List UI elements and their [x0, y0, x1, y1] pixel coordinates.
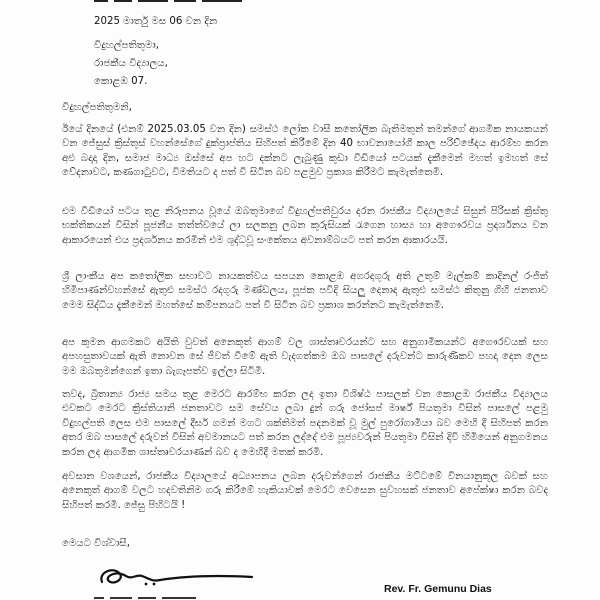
- paragraph-1: ඊයේ දිනයේ (එනම් 2025.03.05 වන දින) සමස්ථ ලෝක වාසී කතෝලික බැතිමතුන් තමන්ගේ ආගමික නායකයන් වන ජේසුස් ක්‍රිස්තුස් වහන්සේගේ දුක්ප්‍රාප්තිය සිහිපත් කිරීමේ දින 40 භාවනායෝගී කාල පරිච්ඡේදය ආරම්භ කරන අළු බදාදා දින, සමාජ මාධ්‍ය ඔස්සේ අප හට දක්නට ලැබුණු කුඩා වීඩියෝ පටයක් දැකීමෙන් මහත් ඉමහත් සේ වේදනාවට, කණගාටුවට, විමතියට ද පත් වී සිටින බව පළමුව ප්‍රකාශ කිරීමට කැමැත්තෙමි.: [62, 124, 548, 179]
- letter-date: 2025 මාර්තු මස 06 වන දින: [94, 16, 218, 27]
- recipient-school: රාජකීය විද්‍යාලය,: [94, 58, 168, 69]
- sender-name: Rev. Fr. Gemunu Dias: [384, 583, 492, 595]
- recipient-city: කොළඹ 07.: [94, 76, 148, 87]
- paragraph-3: ශ්‍රී ලාංකීය අප කතෝලික සභාවට නායකත්වය සපයන කොළඹ අගරදගුරු අති උතුම් මැල්කම් කාදිනල් රංජිත් හිමිපාණන්වහන්සේ ඇතුළු සමස්ථ රදගුරු මණ්ඩලය, පූජක පවිදි සියලු දෙනාද ඇතුළු සමස්ථ කිතුනු ගිහි ජනතාව මෙම සිද්ධිය දැකීමෙන් මහත්සේ කම්පනයට පත් වී සිටින බව ප්‍රකාශ කරන්නට කැමැත්තෙමි.: [62, 271, 548, 311]
- recipient-title: විදුහල්පතිතුමා,: [94, 40, 159, 51]
- handwritten-signature: [96, 560, 256, 590]
- cropped-footer-fragment: [94, 594, 214, 600]
- paragraph-2: එම වීඩියෝ පටය තුළ නිරූපනය වූයේ ඔබතුමාගේ විදුහල්පතිවුරය දරන රාජකීය විද්‍යාලයේ සිසුන් පිරිසක් ක්‍රිස්තු භක්තිකයන් විසින් පූජනීය තත්ත්වයේ ලා සලකනු ලබන කුරුසියක් රැගෙන හාස්‍ය හා අගෞරවය ප්‍රදර්ශනය වන ආකාරයෙන් එය ප්‍රදර්ශනය කරමින් එම ශුද්ධවූ සංකේතය අවනාම්බයට පත් කරන ආකාරයයි.: [62, 206, 548, 246]
- cropped-header-fragment: [94, 0, 244, 3]
- paragraph-4: අප කුමන ආගමකට අයිති වුවත් අනෙකුත් ආගම් වල ශාස්තෘවරයන්ට සහ අනුගාමිකයන්ට අගෞරවයක් සහ අපහසුතාවයක් ඇති නොවන සේ ජීවත් වීමේ ඇති වැදගත්කම ඔබ පාසලේ දරුවන්ට කාරුණිකව පහදා දෙන ලෙස මම ඔබතුමන්ගෙන් ඉතා බැගෑපත්ව ඉල්ලා සිටිමි.: [62, 337, 548, 377]
- paragraph-6: අවසාන වශයෙන්, රාජකීය විද්‍යාලයේ අධ්‍යාපනය ලබන දරුවන්ගෙන් රාජකීය මට්ටමේ විනයානුකූල බවක් සහ අනෙකුත් ආගම් වලට හදවතිනිම ගරු කිරීමේ හැකියාවක් මෙරට වෙසෙන සුවහසක් ජනතාව අපේක්ෂා කරන බවද සිහිපත් කරමි. ජේසු පිහිටයි !: [62, 471, 548, 511]
- salutation: විදුහල්පතිතුමනි,: [62, 102, 132, 113]
- paragraph-5: තවද, බ්‍රිතාන්‍ය රාජ්‍ය සමය තුළ මෙරට ආරම්භ කරන ලද ඉතා විශිෂ්ඨ පාසලක් වන කොළඹ රාජකීය විද්‍යාලය එවකට මෙරට ක්‍රිස්තියානි ජනතාවට සම සේවය ලබා දුන් ගරු ජෝසප් මාර්ෂ් පියතුමා විසින් පාසලේ පළමු විදුහල්පති ලෙස එම පාසලේ දීර්ඝ ගමන් මගට ශක්තිමත් පදනමක් වූ මුල් පුරෝගාමියා බව මෙහි දී සිහිපත් කරන අතර ඔබ පාසලේ දරුවන් විසින් අවමානයට පත් කරන ලද්දේ එම පූජ්‍යවරුන් පියතුමා විසින් දිවි හිමියෙන් අනුගමනය කරන ලද ආගමික ශාස්තෘවරයාණන් බව ද මෙහිදී මතක් කරමි.: [62, 389, 548, 458]
- closing: මෙයට විශ්වාසී,: [62, 538, 130, 549]
